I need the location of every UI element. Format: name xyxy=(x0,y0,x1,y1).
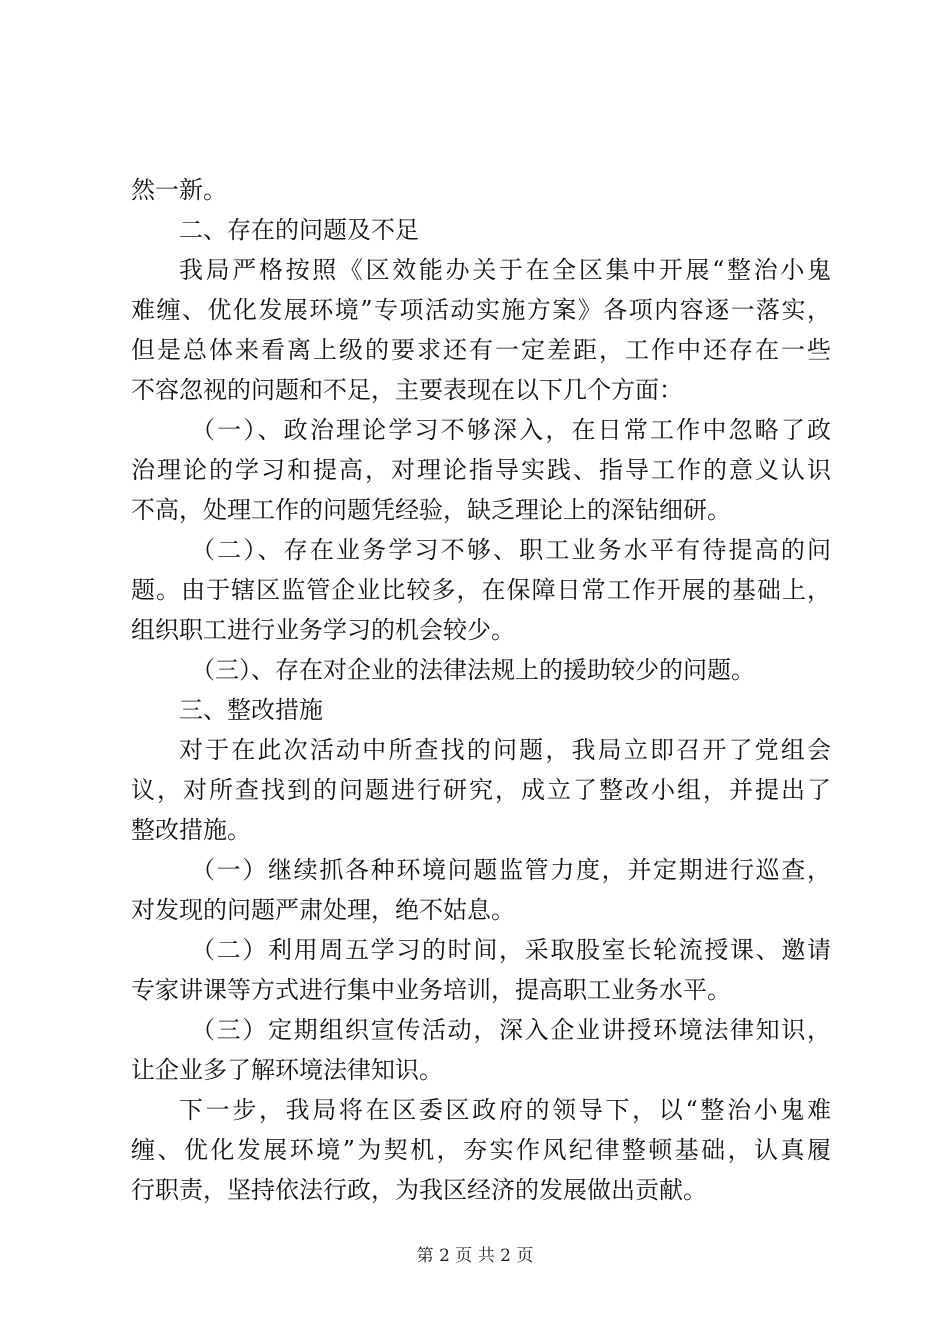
text-line: （三）、存在对企业的法律法规上的援助较少的问题。 xyxy=(191,656,755,684)
text-line: 我局严格按照《区效能办关于在全区集中开展“整治小鬼 xyxy=(179,256,831,284)
text-line: 对发现的问题严肃处理，绝不姑息。 xyxy=(131,896,515,924)
text-line: （二）、存在业务学习不够、职工业务水平有待提高的问 xyxy=(191,536,831,564)
text-line: 下一步，我局将在区委区政府的领导下，以“整治小鬼难 xyxy=(179,1096,831,1124)
text-line: 对于在此次活动中所查找的问题，我局立即召开了党组会 xyxy=(179,736,831,764)
text-line: 但是总体来看离上级的要求还有一定差距，工作中还存在一些 xyxy=(131,336,831,364)
text-line: 行职责，坚持依法行政，为我区经济的发展做出贡献。 xyxy=(131,1176,707,1204)
text-line: （三）定期组织宣传活动，深入企业讲授环境法律知识， xyxy=(191,1016,831,1044)
text-line: 难缠、优化发展环境”专项活动实施方案》各项内容逐一落实， xyxy=(131,296,831,324)
text-line: 专家讲课等方式进行集中业务培训，提高职工业务水平。 xyxy=(131,976,731,1004)
text-line: 治理论的学习和提高，对理论指导实践、指导工作的意义认识 xyxy=(131,456,831,484)
text-line: （二）利用周五学习的时间，采取股室长轮流授课、邀请 xyxy=(191,936,831,964)
text-line: 题。由于辖区监管企业比较多，在保障日常工作开展的基础上， xyxy=(131,576,831,604)
document-body xyxy=(131,170,831,1210)
text-line: 三、整改措施 xyxy=(179,696,323,724)
text-line: 整改措施。 xyxy=(131,816,251,844)
text-line: 不高，处理工作的问题凭经验，缺乏理论上的深钻细研。 xyxy=(131,496,731,524)
text-line: （一）继续抓各种环境问题监管力度，并定期进行巡查， xyxy=(191,856,831,884)
text-line: 组织职工进行业务学习的机会较少。 xyxy=(131,616,515,644)
text-line: 议，对所查找到的问题进行研究，成立了整改小组，并提出了 xyxy=(131,776,831,804)
text-line: 二、存在的问题及不足 xyxy=(179,216,419,244)
text-line: 然一新。 xyxy=(131,176,227,204)
page-footer: 第 2 页 共 2 页 xyxy=(416,1246,534,1266)
text-line: 不容忽视的问题和不足，主要表现在以下几个方面： xyxy=(131,376,683,404)
text-line: 缠、优化发展环境”为契机，夯实作风纪律整顿基础，认真履 xyxy=(131,1136,831,1164)
text-line: 让企业多了解环境法律知识。 xyxy=(131,1056,443,1084)
text-line: （一）、政治理论学习不够深入，在日常工作中忽略了政 xyxy=(191,416,831,444)
